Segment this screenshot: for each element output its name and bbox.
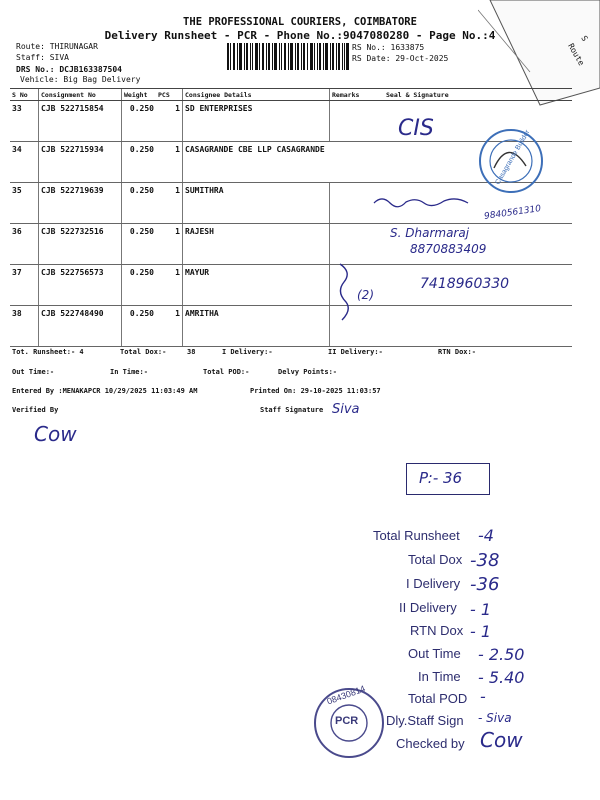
pcr-stamp-center: PCR xyxy=(335,715,359,727)
tally-label-staff-sign: Dly.Staff Sign xyxy=(386,713,464,728)
delvy-points: Delvy Points:- xyxy=(278,368,338,376)
tally-value-i-delivery: -36 xyxy=(470,574,500,595)
cell-weight: 0.250 xyxy=(122,224,157,265)
name-row36: S. Dharmaraj xyxy=(390,226,470,240)
cell-consignee: RAJESH xyxy=(183,224,330,265)
company-stamp xyxy=(478,128,544,194)
cell-weight: 0.250 xyxy=(122,306,157,347)
cell-sno: 36 xyxy=(10,224,39,265)
tally-label-out-time: Out Time xyxy=(408,646,461,661)
route-label: Route: THIRUNAGAR xyxy=(16,42,98,51)
corner-label-2: S xyxy=(579,34,590,43)
signature-row33: CIS xyxy=(398,116,434,141)
tally-label-in-time: In Time xyxy=(418,669,461,684)
tally-value-total-runsheet: -4 xyxy=(478,526,494,545)
rs-date: RS Date: 29-Oct-2025 xyxy=(352,54,449,63)
tot-runsheet: Tot. Runsheet:- 4 xyxy=(12,348,84,356)
tally-value-checked-by: Cow xyxy=(480,728,523,752)
total-pod: Total POD:- xyxy=(203,368,250,376)
out-time: Out Time:- xyxy=(12,368,55,376)
barcode xyxy=(227,43,349,70)
total-dox-value: 38 xyxy=(187,348,196,356)
verified-by-label: Verified By xyxy=(12,406,59,414)
tally-value-total-dox: -38 xyxy=(470,550,500,571)
in-time: In Time:- xyxy=(110,368,148,376)
mark-row37: (2) xyxy=(357,288,374,302)
phone-row36: 8870883409 xyxy=(410,242,487,256)
cell-remarks xyxy=(330,224,385,265)
tally-label-total-dox: Total Dox xyxy=(408,552,463,567)
phone-row38: 7418960330 xyxy=(420,276,510,292)
cell-weight: 0.250 xyxy=(122,101,157,142)
cell-consignee: SD ENTERPRISES xyxy=(183,101,330,142)
staff-sign-handwritten: Siva xyxy=(332,402,360,417)
verified-sign-handwritten: Cow xyxy=(34,422,77,446)
printed-on: Printed On: 29-10-2025 11:03:57 xyxy=(250,387,381,395)
col-weight: Weight xyxy=(122,89,157,101)
cell-consignee: CASAGRANDE CBE LLP CASAGRANDE xyxy=(183,142,385,183)
cell-sno: 33 xyxy=(10,101,39,142)
remark-mark-row37 xyxy=(336,262,354,322)
table-row xyxy=(10,306,572,347)
staff-label: Staff: SIVA xyxy=(16,53,69,62)
tally-value-total-pod: - xyxy=(480,687,486,706)
corner-label: Route xyxy=(566,41,586,68)
cell-weight: 0.250 xyxy=(122,142,157,183)
col-remarks: Remarks xyxy=(330,89,385,101)
cell-sno: 35 xyxy=(10,183,39,224)
cell-remarks xyxy=(330,101,385,142)
cell-pcs: 1 xyxy=(156,142,183,183)
tally-label-ii-delivery: II Delivery xyxy=(399,600,457,615)
tally-value-rtn-dox: - 1 xyxy=(470,622,492,641)
tally-value-ii-delivery: - 1 xyxy=(470,600,492,619)
col-seal: Seal & Signature xyxy=(384,89,572,101)
tally-label-total-runsheet: Total Runsheet xyxy=(373,528,460,543)
col-pcs: PCS xyxy=(156,89,183,101)
col-consignee: Consignee Details xyxy=(183,89,330,101)
cell-pcs: 1 xyxy=(156,183,183,224)
tally-label-rtn-dox: RTN Dox xyxy=(410,623,464,638)
pcr-stamp xyxy=(312,683,386,760)
signature-row35 xyxy=(372,193,482,212)
col-consignment: Consignment No xyxy=(39,89,122,101)
tally-value-out-time: - 2.50 xyxy=(478,645,525,664)
ii-delivery: II Delivery:- xyxy=(328,348,383,356)
cell-consignment: CJB 522715854 xyxy=(39,101,122,142)
cell-weight: 0.250 xyxy=(122,183,157,224)
cell-sno: 38 xyxy=(10,306,39,347)
drs-number: DRS No.: DCJB163387504 xyxy=(16,65,122,74)
tally-label-checked-by: Checked by xyxy=(396,736,465,751)
table-row xyxy=(10,224,572,265)
company-title: THE PROFESSIONAL COURIERS, COIMBATORE xyxy=(183,16,417,28)
vehicle-label: Vehicle: Big Bag Delivery xyxy=(20,75,141,84)
cell-pcs: 1 xyxy=(156,265,183,306)
cell-consignee: SUMITHRA xyxy=(183,183,330,224)
cell-weight: 0.250 xyxy=(122,265,157,306)
runsheet-subtitle: Delivery Runsheet - PCR - Phone No.:9047080280 - Page No.:4 xyxy=(104,29,496,42)
cell-consignment: CJB 522715934 xyxy=(39,142,122,183)
cell-consignment: CJB 522732516 xyxy=(39,224,122,265)
cell-pcs: 1 xyxy=(156,101,183,142)
cell-pcs: 1 xyxy=(156,224,183,265)
i-delivery: I Delivery:- xyxy=(222,348,273,356)
col-sno: S No xyxy=(10,89,39,101)
cell-pcs: 1 xyxy=(156,306,183,347)
stamp-text: Casagrande Builder xyxy=(494,128,532,187)
phone-row35: 9840561310 xyxy=(483,204,542,222)
pcr-stamp-number: 08430814 xyxy=(325,683,367,707)
p-count-text: P:- 36 xyxy=(419,469,463,487)
tally-label-total-pod: Total POD xyxy=(408,691,468,706)
cell-consignee: AMRITHA xyxy=(183,306,330,347)
cell-consignment: CJB 522748490 xyxy=(39,306,122,347)
staff-signature-label: Staff Signature xyxy=(260,406,324,414)
rtn-dox: RTN Dox:- xyxy=(438,348,476,356)
tally-label-i-delivery: I Delivery xyxy=(406,576,461,591)
cell-consignment: CJB 522756573 xyxy=(39,265,122,306)
tally-value-in-time: - 5.40 xyxy=(478,668,525,687)
table-header xyxy=(10,89,572,101)
cell-seal xyxy=(384,306,572,347)
tally-value-staff-sign: - Siva xyxy=(478,711,512,725)
cell-consignment: CJB 522719639 xyxy=(39,183,122,224)
cell-sno: 37 xyxy=(10,265,39,306)
cell-sno: 34 xyxy=(10,142,39,183)
total-dox-label: Total Dox:- xyxy=(120,348,167,356)
entered-by: Entered By :MENAKAPCR 10/29/2025 11:03:49 AM xyxy=(12,387,198,395)
rs-number: RS No.: 1633875 xyxy=(352,43,425,52)
p-count-box xyxy=(406,463,490,495)
cell-consignee: MAYUR xyxy=(183,265,330,306)
